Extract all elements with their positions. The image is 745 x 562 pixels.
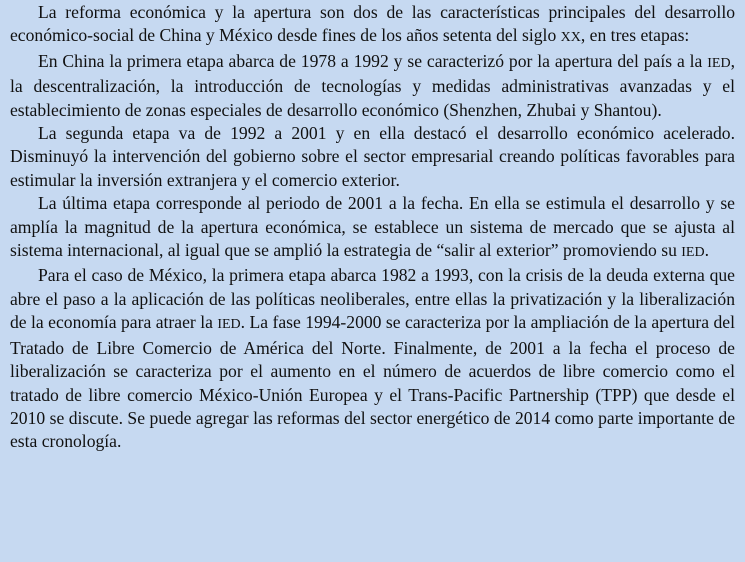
text-segment: La segunda etapa va de 1992 a 2001 y en ella destacó el desarrollo económico acelerado. Disminuyó la intervención del gobierno sobre el sector empresarial creando políticas favorables para estimular la inversión extranjera y el comercio exterior. [10, 123, 735, 190]
text-segment: La reforma económica y la apertura son dos de las características principales del desarrollo económico-social de China y México desde fines de los años setenta del siglo [10, 2, 735, 46]
text-abbreviation: XX [560, 30, 581, 46]
text-abbreviation: IED [707, 55, 731, 71]
text-segment: , en tres etapas: [580, 25, 690, 46]
text-segment: Para el caso de México, la primera etapa abarca 1982 a 1993, con la crisis de la deuda externa que abre el paso a la aplicación de las políticas neoliberales, entre ellas la privatización y la liberalización de la economía para atraer la [10, 265, 735, 333]
text-segment: , la descentralización, la introducción de tecnologías y medidas administrativas avanzadas y el establecimiento de zonas especiales de desarrollo económico (Shenzhen, Zhubai y Shantou). [10, 50, 735, 120]
text-abbreviation: IED [681, 245, 705, 261]
text-abbreviation: IED [217, 317, 241, 333]
paragraph-china-stage-two [10, 122, 735, 192]
text-segment: . [704, 240, 709, 261]
paragraph-china-stage-three [10, 192, 735, 264]
paragraph-mexico [10, 264, 735, 453]
text-segment: . La fase 1994-2000 se caracteriza por la ampliación de la apertura del Tratado de Libre Comercio de América del Norte. Finalmente, de 2001 a la fecha el proceso de liberalización se caracteriza por el aumento en el número de acuerdos de libre comercio como el tratado de libre comercio México-Unión Europea y el Trans-Pacific Partnership (TPP) que desde el 2010 se discute. Se puede agregar las reformas del sector energético de 2014 como parte importante de esta cronología. [10, 312, 735, 452]
paragraph-china-stage-one [10, 50, 735, 122]
text-segment: La última etapa corresponde al periodo de 2001 a la fecha. En ella se estimula el desarrollo y se amplía la magnitud de la apertura económica, se establece un sistema de mercado que se ajusta al sistema internacional, al igual que se amplió la estrategia de “salir al exterior” promoviendo su [10, 193, 735, 261]
paragraph-intro [10, 1, 735, 50]
text-segment: En China la primera etapa abarca de 1978 a 1992 y se caracterizó por la apertura del país a la [38, 50, 708, 71]
